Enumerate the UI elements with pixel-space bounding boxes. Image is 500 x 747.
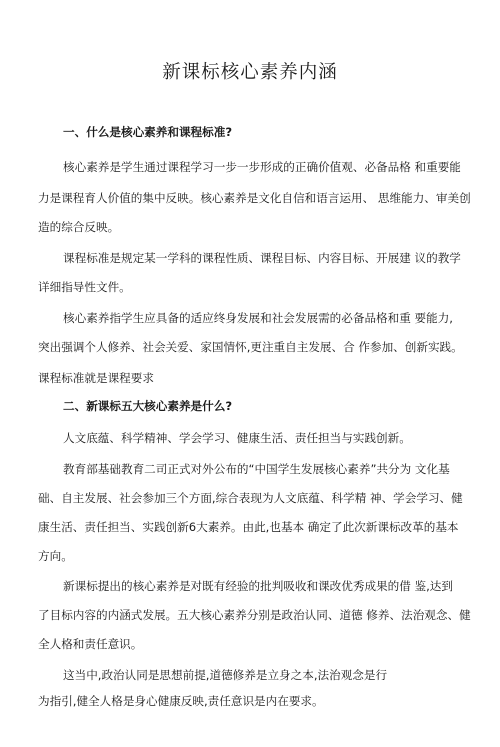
paragraph-line: 课程标准就是课程要求 bbox=[38, 371, 154, 385]
paragraph-line: 人文底蕴、科学精神、学会学习、健康生活、责任担当与实践创新。 bbox=[63, 431, 411, 445]
page-title: 新课标核心素养内涵 bbox=[162, 62, 338, 83]
paragraph-line: 详细指导性文件。 bbox=[38, 280, 131, 294]
paragraph-line: 造的综合反映。 bbox=[38, 220, 120, 234]
paragraph-line: 课程标准是规定某一学科的课程性质、课程目标、内容目标、开展建 议的教学 bbox=[63, 251, 461, 265]
paragraph-line: 力是课程育人价值的集中反映。核心素养是文化自信和语言运用、 思维能力、审美创 bbox=[38, 191, 471, 205]
paragraph-line: 方向。 bbox=[38, 549, 73, 563]
paragraph-line: 核心素养是学生通过课程学习一步一步形成的正确价值观、必备品格 和重要能 bbox=[63, 160, 461, 174]
paragraph-line: 了目标内容的内涵式发展。五大核心素养分别是政治认同、道德 修养、法治观念、健 bbox=[38, 608, 471, 622]
paragraph-line: 全人格和责任意识。 bbox=[38, 637, 143, 651]
section-heading-1: 一、什么是核心素养和课程标准? bbox=[63, 125, 233, 139]
paragraph-line: 康生活、责任担当、实践创新6大素养。由此,也基本 确定了此次新课标改革的基本 bbox=[38, 520, 459, 534]
paragraph-line: 新课标提出的核心素养是对既有经验的批判吸收和课改优秀成果的借 鉴,达到 bbox=[63, 579, 453, 593]
paragraph-line: 为指引,健全人格是身心健康反映,责任意识是内在要求。 bbox=[38, 694, 324, 708]
paragraph-line: 核心素养指学生应具备的适应终身发展和社会发展需的必备品格和重 要能力, bbox=[63, 311, 453, 325]
paragraph-line: 这当中,政治认同是思想前提,道德修养是立身之本,法治观念是行 bbox=[63, 668, 388, 682]
section-heading-2: 二、新课标五大核心素养是什么? bbox=[63, 399, 233, 413]
paragraph-line: 教育部基础教育二司正式对外公布的“中国学生发展核心素养”共分为 文化基 bbox=[63, 462, 450, 476]
paragraph-line: 础、自主发展、社会参加三个方面,综合表现为人文底蕴、科学精 神、学会学习、健 bbox=[38, 491, 463, 505]
paragraph-line: 突出强调个人修养、社会关爱、家国情怀,更注重自主发展、合 作参加、创新实践。 bbox=[38, 340, 463, 354]
